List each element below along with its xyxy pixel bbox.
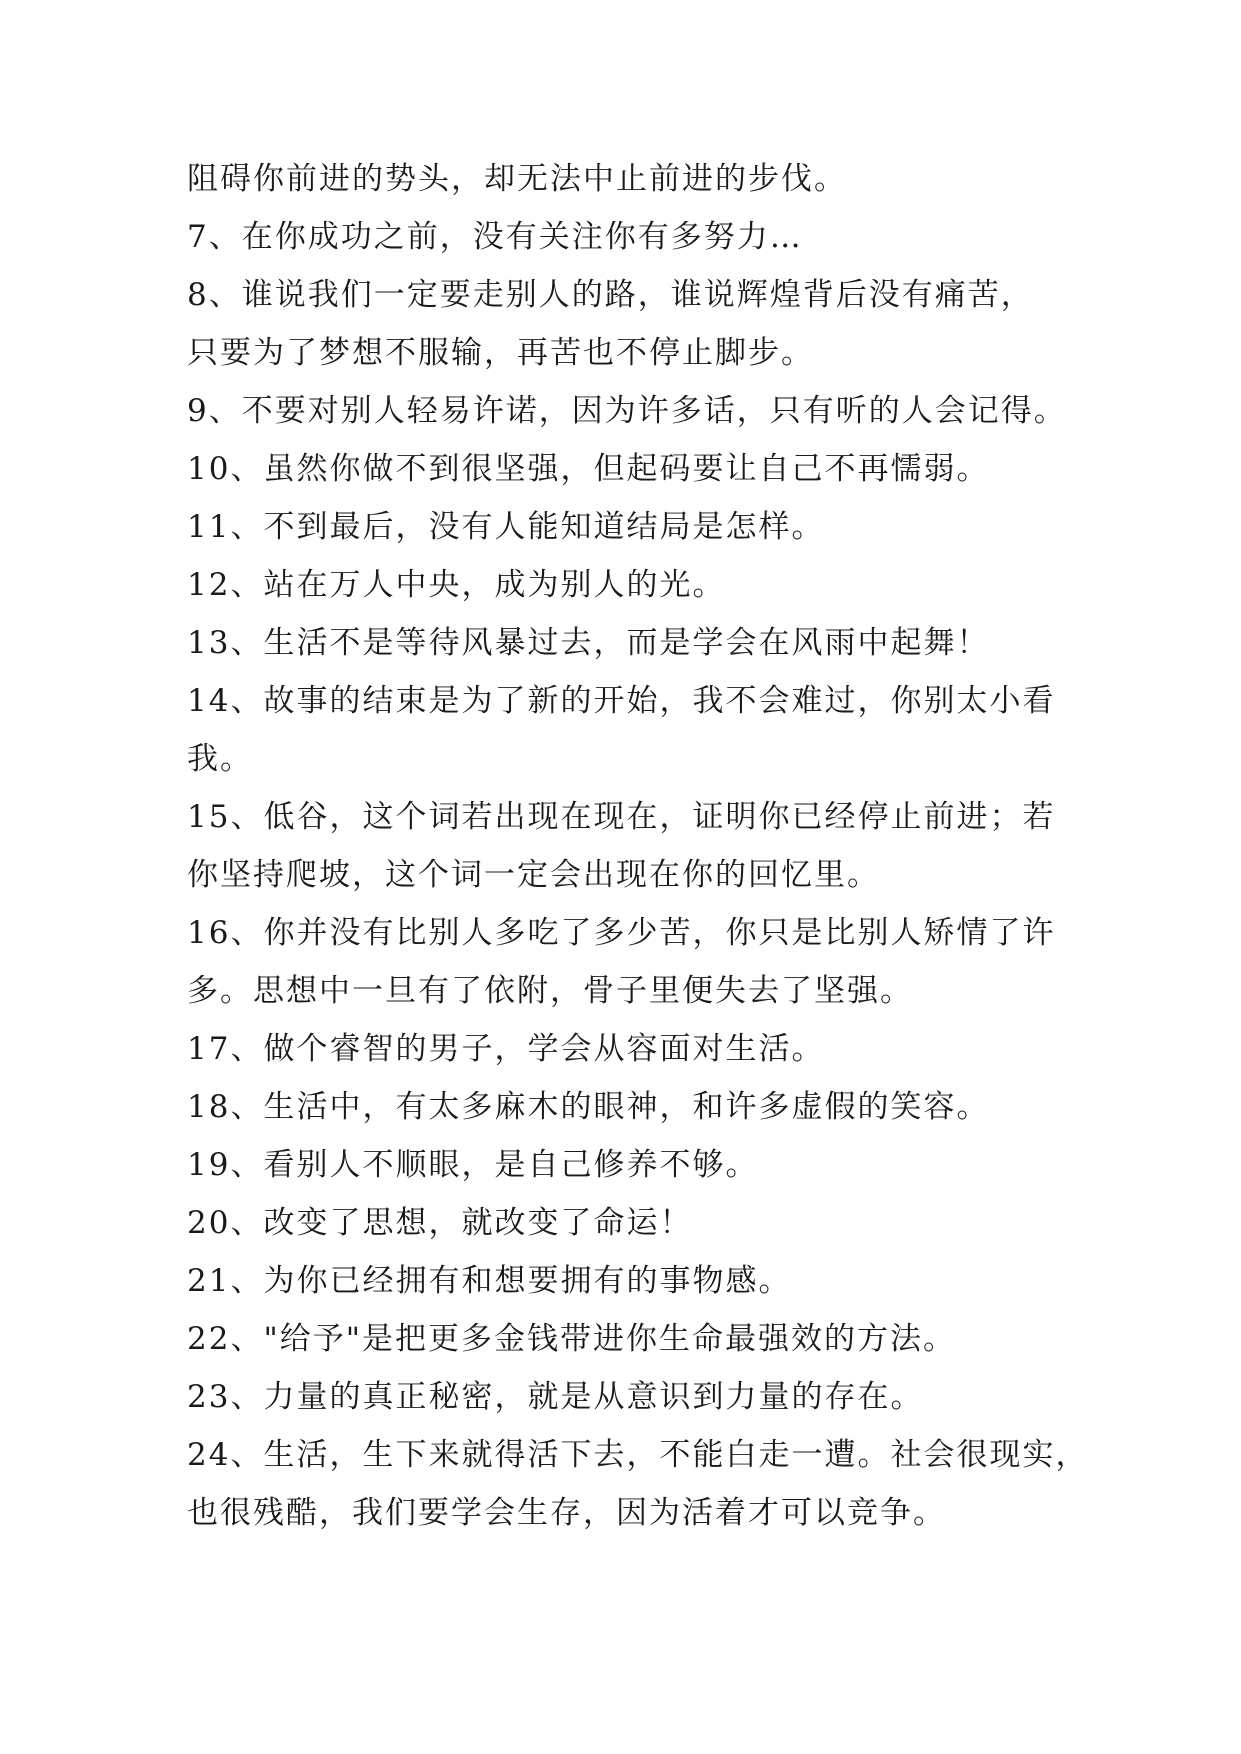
text-line: 9、不要对别人轻易许诺，因为许多话，只有听的人会记得。 (187, 393, 1067, 429)
text-line: 只要为了梦想不服输，再苦也不停止脚步。 (187, 335, 814, 371)
text-line: 10、虽然你做不到很坚强，但起码要让自己不再懦弱。 (187, 451, 990, 487)
text-line: 7、在你成功之前，没有关注你有多努力… (187, 219, 803, 255)
text-line: 12、站在万人中央，成为别人的光。 (187, 567, 726, 603)
text-line: 22、"给予"是把更多金钱带进你生命最强效的方法。 (187, 1321, 956, 1357)
text-line: 多。思想中一旦有了依附，骨子里便失去了坚强。 (187, 973, 913, 1009)
text-line: 阻碍你前进的势头，却无法中止前进的步伐。 (187, 161, 847, 197)
text-line: 你坚持爬坡，这个词一定会出现在你的回忆里。 (187, 857, 880, 893)
text-line: 23、力量的真正秘密，就是从意识到力量的存在。 (187, 1379, 924, 1415)
text-line: 13、生活不是等待风暴过去，而是学会在风雨中起舞！ (187, 625, 990, 661)
text-line: 14、故事的结束是为了新的开始，我不会难过，你别太小看 (187, 683, 1056, 719)
text-line: 19、看别人不顺眼，是自己修养不够。 (187, 1147, 759, 1183)
document-body (187, 150, 1089, 1542)
text-line: 11、不到最后，没有人能知道结局是怎样。 (187, 509, 825, 545)
text-line: 17、做个睿智的男子，学会从容面对生活。 (187, 1031, 825, 1067)
text-line: 15、低谷，这个词若出现在现在，证明你已经停止前进；若 (187, 799, 1056, 835)
text-line: 我。 (187, 741, 253, 777)
text-line: 24、生活，生下来就得活下去，不能白走一遭。社会很现实， (187, 1437, 1089, 1473)
text-line: 8、谁说我们一定要走别人的路，谁说辉煌背后没有痛苦， (187, 277, 1034, 313)
text-line: 18、生活中，有太多麻木的眼神，和许多虚假的笑容。 (187, 1089, 990, 1125)
text-line: 16、你并没有比别人多吃了多少苦，你只是比别人矫情了许 (187, 915, 1056, 951)
text-line: 也很残酷，我们要学会生存，因为活着才可以竞争。 (187, 1495, 946, 1531)
text-line: 20、改变了思想，就改变了命运！ (187, 1205, 693, 1241)
text-line: 21、为你已经拥有和想要拥有的事物感。 (187, 1263, 792, 1299)
